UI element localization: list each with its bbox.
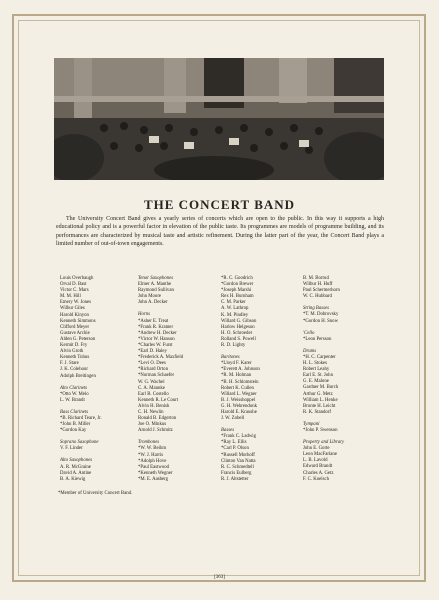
member-name: *B. Richard Teare, Jr.	[60, 415, 102, 421]
member-name: B. M. Borrud	[303, 276, 329, 281]
member-name: Francis Eulberg	[221, 470, 252, 476]
member-name: Edward Brandt	[303, 464, 333, 470]
member-name: *Otto W. Melo	[60, 391, 89, 397]
member-name: R. K. Standorf	[303, 409, 331, 415]
footnote: *Member of University Concert Band.	[58, 491, 133, 496]
member-name: F. C. Koelsch	[303, 476, 329, 482]
member-name: Arthur G. Metz	[303, 391, 333, 397]
member-name: Earl E. St. John	[303, 373, 333, 379]
section-heading: Tenor Saxophones	[138, 276, 174, 281]
member-name: *John P. Swenson	[303, 427, 338, 433]
member-name: W. G. Wachel	[138, 379, 165, 385]
member-name: Louis Overbaugh	[60, 276, 94, 281]
page-title: THE CONCERT BAND	[143, 197, 296, 212]
member-name: *W. J. Harris	[138, 452, 164, 458]
member-name: *Andrew H. Decker	[138, 330, 177, 336]
member-name: Ronald B. Edgerton	[138, 416, 177, 422]
member-name: Bronte H. Leicht	[303, 403, 336, 409]
member-name: *Joseph Marshi	[221, 288, 252, 294]
member-name: John Moore	[138, 294, 162, 300]
member-name: Paul Schermerhorn	[303, 288, 340, 294]
member-name: *Everett A. Johnson	[221, 367, 260, 373]
member-name: Kenneth Tuhus	[60, 355, 90, 361]
member-name: *Frank C. Ladwig	[221, 434, 257, 440]
member-name: Joe O. Minkus	[138, 422, 167, 428]
member-name: H. O. Schroeder	[221, 330, 253, 336]
member-name: *Kenneth Wegner	[138, 470, 173, 476]
section-heading: Bass Clarinets	[60, 409, 89, 415]
member-name: *B. H. Schlomstein	[221, 379, 259, 385]
member-name: Rolland S. Powell	[221, 336, 256, 342]
member-name: *Paul Eastwood	[138, 464, 170, 470]
member-name: A. W. Lathrop	[221, 306, 249, 312]
member-name: Clinton Van Natta	[221, 458, 256, 464]
member-name: *Frederick A. Maxfield	[138, 355, 184, 361]
member-name: Raymond Sullivan	[138, 288, 174, 294]
roster-column-4	[303, 276, 383, 483]
member-name: *Richard Orton	[138, 367, 168, 373]
member-name: *M. E. Aasberg	[138, 476, 169, 482]
member-name: *Adolph Hove	[138, 458, 167, 464]
member-name: Leon MacFarlane	[303, 452, 337, 458]
member-name: Gardner M. Burch	[303, 385, 339, 391]
member-name: W. C. Hubbard	[303, 294, 332, 300]
member-name: G. H. Wehrendonk	[221, 403, 258, 409]
member-name: Victor C. Mars	[60, 288, 89, 294]
roster-column-1	[60, 276, 140, 483]
section-heading: Drums	[303, 348, 317, 354]
roster-column-2	[138, 276, 218, 483]
member-name: C. M. Parker	[221, 300, 246, 306]
member-name: L. B. Lavold	[303, 458, 328, 464]
member-name: Adolph Breitingen	[60, 373, 96, 379]
intro-paragraph: The University Concert Band gives a yearly series of concerts which are open to the public. In this way it supports a high educational policy and is a powerful factor in elevation of the public taste. Its programmes are models of programme building, and its performances are characterized by musical taste and artistic refinement. During the latter part of the year, the Concert Band plays a limited number of out-of-town engagements.	[56, 216, 384, 247]
member-name: C. A. Mannke	[138, 385, 165, 391]
member-name: Harold Kinyon	[60, 312, 89, 318]
member-name: Willard G. Gibson	[221, 318, 257, 324]
member-name: *Charles W. Furst	[138, 342, 173, 348]
member-name: Charles A. Getz	[303, 470, 334, 476]
band-photograph	[54, 58, 384, 180]
member-name: A. R. McGraine	[60, 464, 91, 470]
roster-column-3	[221, 276, 301, 483]
member-name: John E. Gorte	[303, 446, 330, 452]
section-heading: Trombones	[138, 440, 160, 446]
member-name: Orval D. Bast	[60, 282, 87, 288]
member-name: *Carl P. Olson	[221, 446, 249, 452]
member-name: J. K. Colehour	[60, 367, 88, 373]
member-name: M. M. Hill	[60, 294, 81, 300]
member-name: Elmer A. Manthe	[138, 282, 172, 288]
member-name: Kermit D. Fry	[60, 343, 88, 349]
member-name: *Ray L. Ellis	[221, 440, 247, 446]
member-name: L. W. Brandt	[60, 397, 85, 403]
section-heading: Tympani	[303, 421, 320, 427]
member-name: F. J. Stare	[60, 361, 79, 367]
member-name: C. H. Newlin	[138, 409, 164, 415]
member-name: *R. M. Holman	[221, 373, 252, 379]
member-name: Willard L. Wegner	[221, 391, 257, 397]
member-name: Earl B. Costello	[138, 391, 169, 397]
member-name: *Levi O. Dees	[138, 361, 166, 367]
member-name: Alvin H. Benish	[138, 403, 170, 409]
section-heading: Alto Clarinets	[60, 385, 88, 391]
member-name: Clifford Meyer	[60, 324, 90, 330]
member-name: Robert Leahy	[303, 367, 330, 373]
member-name: *Lloyd F. Karer	[221, 361, 252, 367]
section-heading: String Basses	[303, 306, 329, 312]
section-heading: Horns	[138, 312, 150, 318]
member-name: Alvin Groth	[60, 349, 84, 355]
member-name: Gustave Archie	[60, 330, 90, 336]
member-name: K. M. Pindley	[221, 312, 249, 318]
member-name: William L. Henke	[303, 397, 338, 403]
member-name: Emery W. Jones	[60, 300, 92, 306]
member-name: J. W. Zobell	[221, 416, 245, 422]
member-name: *Gordon Brewer	[221, 282, 254, 288]
member-name: *Russell Morhoff	[221, 452, 255, 458]
section-heading: 'Cello	[303, 330, 315, 336]
member-name: *H. C. Carpenter	[303, 354, 336, 360]
member-name: David A. Antine	[60, 470, 92, 476]
section-heading: Soprano Saxophone	[60, 440, 99, 446]
section-heading: Alto Saxophones	[60, 458, 93, 464]
member-name: R. J. Altstetter	[221, 476, 249, 482]
member-name: Wilbur H. Huff	[303, 282, 333, 288]
member-name: *Earl D. Haley	[138, 349, 167, 355]
member-name: Kenneth R. Le Court	[138, 397, 179, 403]
member-name: *Leon Persson	[303, 336, 332, 342]
member-name: Harlow Helgeson	[221, 324, 255, 330]
section-heading: Baritones	[221, 355, 240, 361]
member-name: Robert K. Cullen	[221, 385, 254, 391]
member-name: Wilbur Giles	[60, 306, 85, 312]
member-name: Harold E. Kraushe	[221, 409, 257, 415]
member-name: G. E. Malone	[303, 379, 329, 385]
member-name: R. C. Schmedtell	[221, 464, 254, 470]
member-name: B. A. Kiewig	[60, 476, 86, 482]
member-name: B. J. Weisshoppel	[221, 397, 256, 403]
member-name: R. D. Lighty	[221, 343, 246, 349]
member-name: *Frank R. Kramer	[138, 324, 174, 330]
member-name: *W. W. Beihm	[138, 446, 167, 452]
member-name: *John B. Miller	[60, 422, 91, 428]
member-name: *T. M. Dobrovsky	[303, 312, 339, 318]
member-name: *Victor W. Hanson	[138, 336, 175, 342]
page-number: [363]	[214, 575, 225, 580]
member-name: *Gordon Kay	[60, 428, 87, 434]
member-name: Rex H. Burnham	[221, 294, 254, 300]
member-name: *R. C. Goodrich	[221, 276, 253, 281]
section-heading: Basses	[221, 428, 235, 434]
member-name: Arnold J. Schmitz	[138, 428, 173, 434]
member-name: Alden G. Peterson	[60, 336, 96, 342]
member-name: V. F. Linder	[60, 446, 83, 452]
member-name: Kenneth Simmons	[60, 318, 96, 324]
section-heading: Property and Library	[303, 440, 345, 446]
member-name: *Asher E. Treat	[138, 318, 169, 324]
member-name: *Gordon H. Snow	[303, 318, 339, 324]
member-name: John A. Decker	[138, 300, 168, 306]
member-name: H. L. Stokes	[303, 361, 327, 367]
member-name: *Norman Schaefer	[138, 373, 175, 379]
